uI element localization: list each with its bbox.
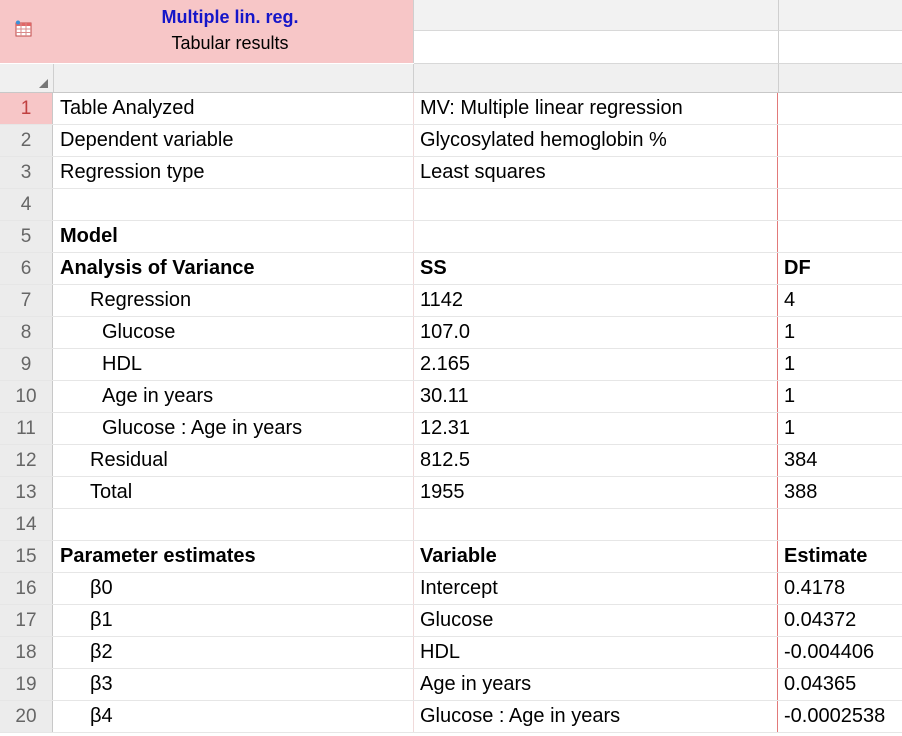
table-row	[0, 509, 902, 541]
table-row	[0, 221, 902, 253]
cell-label[interactable]: Glucose : Age in years	[54, 413, 414, 444]
cell-value[interactable]: Glycosylated hemoglobin %	[414, 125, 778, 156]
cell-extra[interactable]: 0.4178	[784, 577, 846, 599]
cell-extra[interactable]	[779, 125, 902, 156]
row-number[interactable]: 20	[0, 701, 53, 732]
cell-extra[interactable]: 388	[784, 481, 818, 503]
cell-value[interactable]: HDL	[414, 637, 778, 668]
cell-extra[interactable]: 1	[784, 353, 796, 375]
table-row	[0, 189, 902, 221]
cell-extra[interactable]	[779, 157, 902, 188]
cell-value[interactable]: Age in years	[414, 669, 778, 700]
cell-value[interactable]: Variable	[414, 541, 778, 572]
cell-value[interactable]	[414, 221, 778, 252]
row-number[interactable]: 6	[0, 253, 53, 284]
cell-value[interactable]: 12.31	[414, 413, 778, 444]
cell-label[interactable]: Total	[54, 477, 414, 508]
cell-label[interactable]	[54, 509, 414, 540]
cell-value[interactable]: Glucose : Age in years	[414, 701, 778, 732]
row-number[interactable]: 3	[0, 157, 53, 188]
table-row	[0, 477, 902, 509]
table-row	[0, 541, 902, 573]
table-row	[0, 701, 902, 733]
sheet-subtitle: Tabular results	[171, 33, 289, 53]
cell-label[interactable]: Parameter estimates	[54, 541, 414, 572]
cell-value[interactable]: 812.5	[414, 445, 778, 476]
row-number[interactable]: 11	[0, 413, 53, 444]
cell-label[interactable]: Age in years	[54, 381, 414, 412]
select-all-corner[interactable]	[0, 64, 54, 92]
results-header	[0, 0, 902, 65]
cell-extra[interactable]	[779, 189, 902, 220]
table-row	[0, 157, 902, 189]
cell-label[interactable]: β4	[54, 701, 414, 732]
cell-label[interactable]: Glucose	[54, 317, 414, 348]
table-row	[0, 317, 902, 349]
table-row	[0, 573, 902, 605]
row-number[interactable]: 12	[0, 445, 53, 476]
cell-value[interactable]: Glucose	[414, 605, 778, 636]
column-header-b[interactable]	[414, 64, 779, 92]
cell-value[interactable]: 107.0	[414, 317, 778, 348]
header-cell-b1[interactable]	[414, 0, 779, 31]
cell-value[interactable]: 1955	[414, 477, 778, 508]
cell-value[interactable]: Least squares	[414, 157, 778, 188]
cell-extra[interactable]	[779, 509, 902, 540]
cell-label[interactable]: Dependent variable	[54, 125, 414, 156]
cell-label[interactable]: Residual	[54, 445, 414, 476]
table-row	[0, 669, 902, 701]
cell-value[interactable]	[414, 189, 778, 220]
cell-extra[interactable]: -0.004406	[784, 641, 875, 663]
row-number[interactable]: 17	[0, 605, 53, 636]
table-row	[0, 445, 902, 477]
cell-value[interactable]: 30.11	[414, 381, 778, 412]
row-number[interactable]: 18	[0, 637, 53, 668]
cell-extra[interactable]: 4	[784, 289, 796, 311]
cell-label[interactable]: Analysis of Variance	[54, 253, 414, 284]
cell-value[interactable]: 2.165	[414, 349, 778, 380]
row-number[interactable]: 19	[0, 669, 53, 700]
row-number[interactable]: 10	[0, 381, 53, 412]
cell-extra[interactable]: 1	[784, 321, 796, 343]
cell-value[interactable]: SS	[414, 253, 778, 284]
cell-extra[interactable]	[779, 93, 902, 124]
cell-label[interactable]: β1	[54, 605, 414, 636]
row-number[interactable]: 15	[0, 541, 53, 572]
table-icon	[15, 20, 33, 38]
cell-extra[interactable]: 0.04365	[784, 673, 857, 695]
cell-label[interactable]: β3	[54, 669, 414, 700]
cell-extra[interactable]	[779, 221, 902, 252]
cell-value[interactable]: 1142	[414, 285, 778, 316]
column-header-a[interactable]	[54, 64, 414, 92]
row-number[interactable]: 8	[0, 317, 53, 348]
table-row	[0, 285, 902, 317]
cell-label[interactable]	[54, 189, 414, 220]
sheet-title-box[interactable]	[0, 0, 414, 63]
cell-label[interactable]: β0	[54, 573, 414, 604]
header-cell-c2[interactable]	[779, 31, 902, 64]
table-row	[0, 349, 902, 381]
table-row	[0, 253, 902, 285]
cell-value[interactable]: MV: Multiple linear regression	[414, 93, 778, 124]
header-cell-c1[interactable]	[779, 0, 902, 31]
cell-extra[interactable]: -0.0002538	[784, 705, 886, 727]
cell-label[interactable]: Table Analyzed	[54, 93, 414, 124]
row-number[interactable]: 1	[0, 93, 53, 124]
column-header-row	[0, 64, 902, 93]
row-number[interactable]: 13	[0, 477, 53, 508]
cell-extra[interactable]: DF	[784, 257, 811, 279]
cell-extra[interactable]: 384	[784, 449, 818, 471]
row-number[interactable]: 14	[0, 509, 53, 540]
cell-label[interactable]: Regression type	[54, 157, 414, 188]
row-number[interactable]: 16	[0, 573, 53, 604]
table-row	[0, 125, 902, 157]
header-cell-b2[interactable]	[414, 31, 779, 64]
table-row	[0, 381, 902, 413]
table-row	[0, 93, 902, 125]
cell-extra[interactable]: 1	[784, 385, 796, 407]
table-row	[0, 605, 902, 637]
row-number[interactable]: 9	[0, 349, 53, 380]
cell-value[interactable]: Intercept	[414, 573, 778, 604]
row-number[interactable]: 4	[0, 189, 53, 220]
cell-label[interactable]: β2	[54, 637, 414, 668]
results-table	[0, 93, 902, 733]
row-number[interactable]: 7	[0, 285, 53, 316]
cell-extra[interactable]: 1	[784, 417, 796, 439]
sheet-title: Multiple lin. reg.	[161, 7, 299, 27]
cell-label[interactable]: HDL	[54, 349, 414, 380]
cell-label[interactable]: Regression	[54, 285, 414, 316]
cell-label[interactable]: Model	[54, 221, 414, 252]
cell-value[interactable]	[414, 509, 778, 540]
cell-extra[interactable]: Estimate	[784, 545, 868, 567]
row-number[interactable]: 5	[0, 221, 53, 252]
table-row	[0, 637, 902, 669]
column-header-c[interactable]	[779, 64, 902, 92]
corner-triangle-icon	[39, 79, 48, 88]
cell-extra[interactable]: 0.04372	[784, 609, 857, 631]
row-number[interactable]: 2	[0, 125, 53, 156]
table-row	[0, 413, 902, 445]
